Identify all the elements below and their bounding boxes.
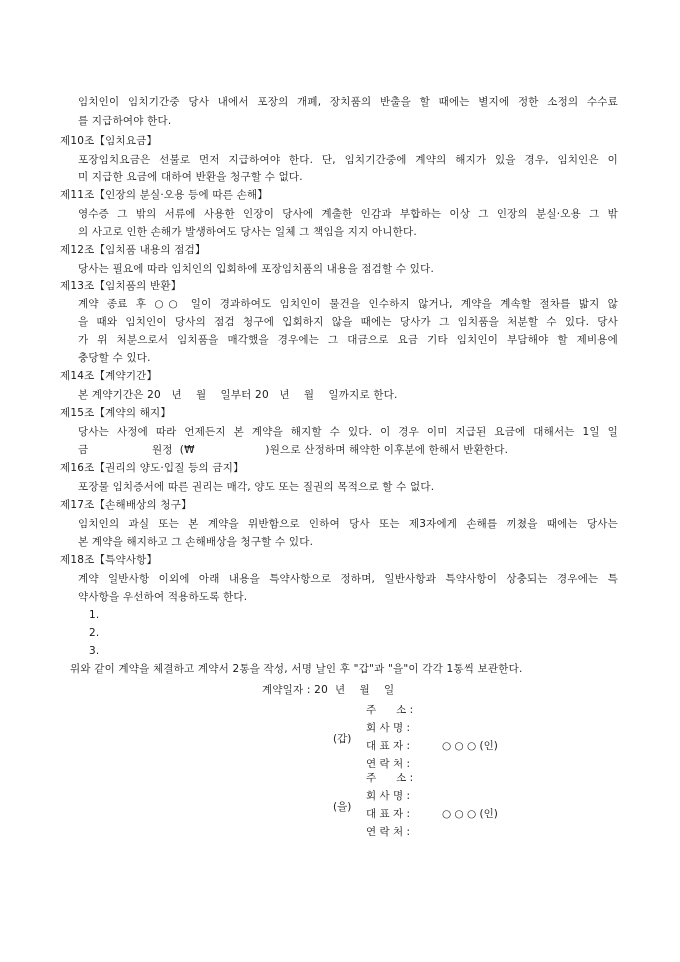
- party-a-seal: ○ ○ ○ (인): [442, 740, 498, 752]
- party-b-seal: ○ ○ ○ (인): [442, 808, 498, 820]
- party-b-label: (을): [333, 801, 352, 813]
- article-11-title: 제11조【인장의 분실·오용 등에 따른 손해】: [60, 189, 268, 201]
- article-17-title: 제17조【손해배상의 청구】: [60, 499, 192, 511]
- article-12-line-1: 당사는 필요에 따라 임치인의 입회하에 포장임치품의 내용을 점검할 수 있다.: [78, 263, 435, 275]
- article-14-title: 제14조【계약기간】: [60, 370, 158, 382]
- special-item-1: 1.: [89, 609, 100, 621]
- article-15-line-2: 금 원정 (₩ )원으로 산정하며 해약한 이후분에 한해서 반환한다.: [78, 444, 509, 456]
- party-b-company-field: 회 사 명 :: [366, 790, 410, 802]
- article-18-line-1: 계약 일반사항 이외에 아래 내용을 특약사항으로 정하며, 일반사항과 특약사항이 상충되는 경우에는 특: [78, 573, 618, 585]
- article-18-title: 제18조【특약사항】: [60, 554, 158, 566]
- special-item-2: 2.: [89, 627, 100, 639]
- party-b-representative-field: 대 표 자 :: [366, 808, 410, 820]
- article-10-line-2: 미 지급한 요금에 대하여 반환을 청구할 수 없다.: [78, 171, 303, 183]
- article-15-line-1: 당사는 사정에 따라 언제든지 본 계약을 해지할 수 있다. 이 경우 이미 지급된 요금에 대해서는 1일 일: [78, 426, 618, 438]
- article-13-line-1: 계약 종료 후 ○○ 일이 경과하여도 임치인이 물건을 인수하지 않거나, 계약을 계속할 절차를 밟지 않: [78, 298, 618, 310]
- article-16-title: 제16조【권리의 양도·입질 등의 금지】: [60, 462, 244, 474]
- article-17-line-1: 임치인의 과실 또는 본 계약을 위반함으로 인하여 당사 또는 제3자에게 손해를 끼쳤을 때에는 당사는: [78, 518, 618, 530]
- party-a-address-field: 주 소 :: [366, 704, 414, 716]
- article-16-line-1: 포장물 임치증서에 따른 권리는 매각, 양도 또는 질권의 목적으로 할 수 없다.: [78, 481, 435, 493]
- intro-line-2: 를 지급하여야 한다.: [78, 115, 172, 127]
- special-item-3: 3.: [89, 645, 100, 657]
- party-b-address-field: 주 소 :: [366, 772, 414, 784]
- party-a-label: (갑): [333, 733, 352, 745]
- party-a-contact-field: 연 락 처 :: [366, 758, 410, 770]
- closing-statement: 위와 같이 계약을 체결하고 계약서 2통을 작성, 서명 날인 후 "갑"과 "을"이 각각 1통씩 보관한다.: [70, 663, 523, 675]
- article-17-line-2: 본 계약을 해지하고 그 손해배상을 청구할 수 있다.: [78, 536, 314, 548]
- contract-date: 계약일자 : 20 년 월 일: [262, 684, 395, 696]
- party-a-company-field: 회 사 명 :: [366, 722, 410, 734]
- article-10-title: 제10조【임치요금】: [60, 135, 158, 147]
- article-12-title: 제12조【임치품 내용의 점검】: [60, 244, 206, 256]
- article-10-line-1: 포장임치요금은 선불로 먼저 지급하여야 한다. 단, 임치기간중에 계약의 해지가 있을 경우, 임치인은 이: [78, 154, 618, 166]
- intro-line-1: 임치인이 임치기간중 당사 내에서 포장의 개폐, 장치품의 반출을 할 때에는 별지에 정한 소정의 수수료: [78, 96, 618, 108]
- article-18-line-2: 약사항을 우선하여 적용하도록 한다.: [78, 591, 248, 603]
- article-15-title: 제15조【계약의 해지】: [60, 407, 172, 419]
- article-13-line-3: 가 위 처분으로서 임치품을 매각했을 경우에는 그 대금으로 요금 기타 임치인이 부담해야 할 제비용에: [78, 334, 618, 346]
- party-b-contact-field: 연 락 처 :: [366, 826, 410, 838]
- article-11-line-1: 영수증 그 밖의 서류에 사용한 인장이 당사에 계출한 인감과 부합하는 이상 그 인장의 분실·오용 그 밖: [78, 208, 618, 220]
- article-14-line-1: 본 계약기간은 20 년 월 일부터 20 년 월 일까지로 한다.: [78, 389, 398, 401]
- article-11-line-2: 의 사고로 인한 손해가 발생하여도 당사는 일체 그 책임을 지지 아니한다.: [78, 226, 417, 238]
- article-13-line-4: 충당할 수 있다.: [78, 352, 151, 364]
- article-13-title: 제13조【임치품의 반환】: [60, 280, 182, 292]
- article-13-line-2: 을 때와 임치인이 당사의 점검 청구에 입회하지 않을 때에는 당사가 그 임치품을 처분할 수 있다. 당사: [78, 316, 618, 328]
- party-a-representative-field: 대 표 자 :: [366, 740, 410, 752]
